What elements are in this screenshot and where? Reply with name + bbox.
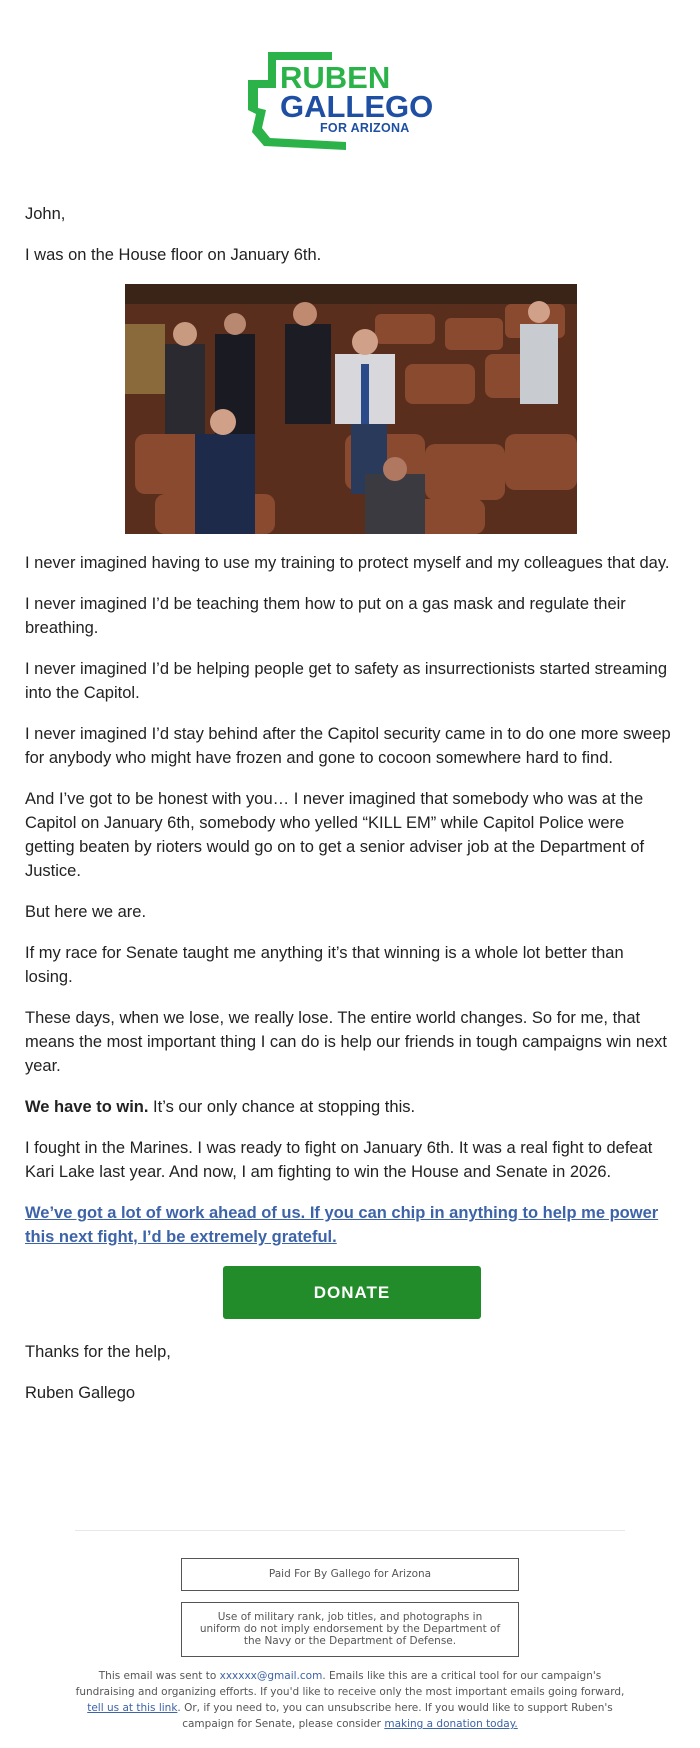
footer-sent-to: This email was sent to xyxy=(98,1670,220,1682)
paragraph-these-days: These days, when we lose, we really lose. The entire world changes. So for me, that means the most important thing I can do is help our friends in tough campaigns win next year. xyxy=(25,1009,668,1075)
signature: Ruben Gallego xyxy=(25,1384,136,1402)
tell-us-link[interactable]: tell us at this link xyxy=(87,1702,178,1714)
donation-link[interactable]: making a donation today. xyxy=(384,1718,518,1730)
footer-text xyxy=(70,1668,630,1732)
logo-gallego: GALLEGO xyxy=(280,89,434,124)
paragraph-here-we-are: But here we are. xyxy=(25,903,147,921)
greeting: John, xyxy=(25,205,66,223)
paragraph-have-to-win xyxy=(25,1095,675,1119)
logo-for-arizona: FOR ARIZONA xyxy=(320,121,410,135)
photo-illustration xyxy=(125,284,577,534)
donate-button[interactable]: DONATE xyxy=(223,1266,481,1319)
bold-lead: We have to win. xyxy=(25,1098,149,1116)
paragraph-senate-race: If my race for Senate taught me anything it’s that winning is a whole lot better than losing. xyxy=(25,944,624,986)
footer-text-mid: . Emails like this are a critical tool for our campaign's fundraising and organizing efforts. If you'd like to receive only the most important emails going forward, xyxy=(75,1670,625,1698)
bold-rest: It’s our only chance at stopping this. xyxy=(148,1098,416,1116)
paragraph-safety: I never imagined I’d be helping people get to safety as insurrectionists started streaming into the Capitol. xyxy=(25,660,668,702)
closing: Thanks for the help, xyxy=(25,1343,171,1361)
paragraph-training: I never imagined having to use my training to protect myself and my colleagues that day. xyxy=(25,554,670,572)
footer-divider xyxy=(75,1530,625,1531)
paragraph-gas-mask: I never imagined I’d be teaching them how to put on a gas mask and regulate their breathing. xyxy=(25,595,626,637)
house-floor-photo xyxy=(125,284,577,534)
paragraph-honest: And I’ve got to be honest with you… I never imagined that somebody who was at the Capitol on January 6th, somebody who yelled “KILL EM” while Capitol Police were getting beaten by rioters would go on to get a senior adviser job at the Department of Justice. xyxy=(25,790,645,880)
footer-email-link[interactable]: xxxxxx@gmail.com xyxy=(219,1670,323,1682)
footer-text-after: . Or, if you need to, you can unsubscribe here. If you would like to support Ruben's campaign for Senate, please consider xyxy=(177,1702,613,1730)
cta-paragraph xyxy=(25,1201,675,1249)
logo-ruben: RUBEN xyxy=(280,60,391,95)
paragraph-sweep: I never imagined I’d stay behind after the Capitol security came in to do one more sweep for anybody who might have frozen and gone to cocoon somewhere hard to find. xyxy=(25,725,671,767)
ruben-gallego-logo xyxy=(246,48,448,152)
email-body xyxy=(25,202,675,1422)
disclaimer-box: Use of military rank, job titles, and photographs in uniform do not imply endorsement by the Department of the Navy or the Department of Defense. xyxy=(181,1602,519,1657)
paid-for-box: Paid For By Gallego for Arizona xyxy=(181,1558,519,1591)
intro-paragraph: I was on the House floor on January 6th. xyxy=(25,246,322,264)
cta-link[interactable]: We’ve got a lot of work ahead of us. If you can chip in anything to help me power this next fight, I’d be extremely grateful. xyxy=(25,1204,659,1246)
paragraph-marines: I fought in the Marines. I was ready to fight on January 6th. It was a real fight to defeat Kari Lake last year. And now, I am fighting to win the House and Senate in 2026. xyxy=(25,1139,653,1181)
